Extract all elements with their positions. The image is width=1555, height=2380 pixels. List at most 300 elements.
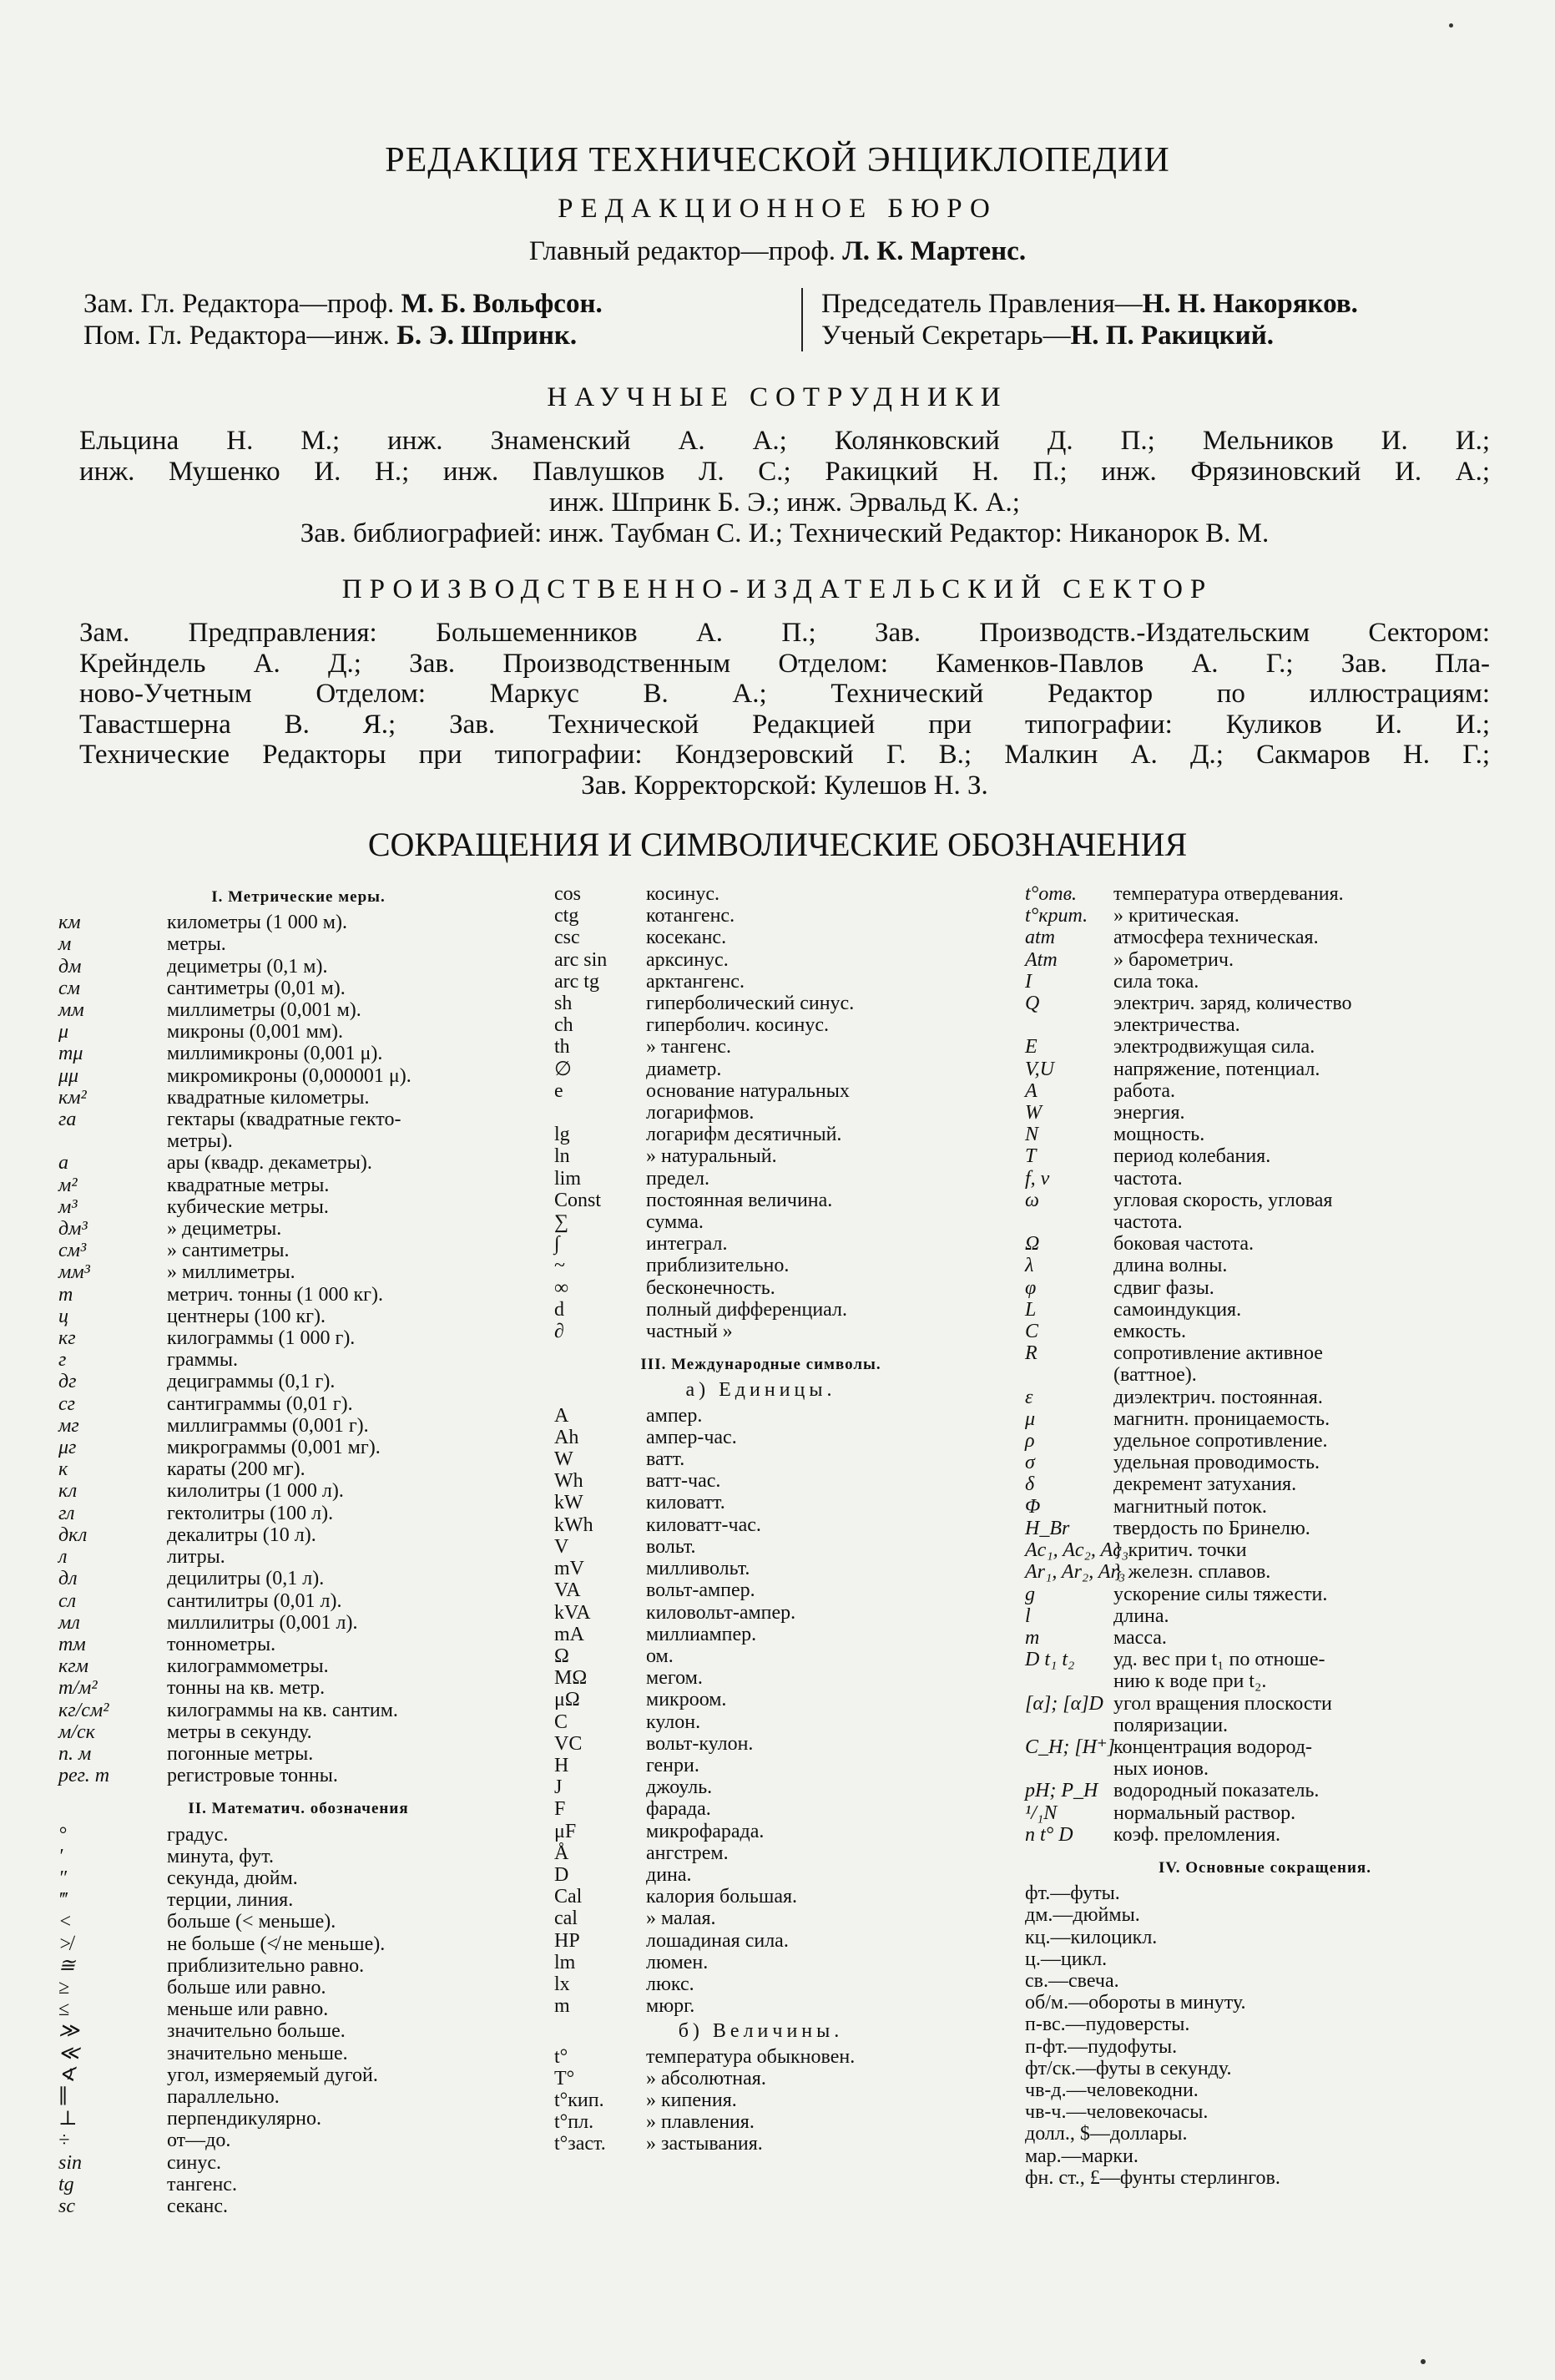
list-item: долл., $—доллары.	[1025, 2123, 1188, 2145]
abbreviation-symbol: ≪	[58, 2042, 80, 2064]
list-item	[1025, 1473, 1505, 1495]
abbreviation-meaning: от—до.	[167, 2130, 231, 2152]
abbreviation-symbol: μг	[58, 1437, 77, 1459]
abbreviation-meaning: миллимикроны (0,001 μ).	[167, 1043, 383, 1065]
list-item	[1025, 1430, 1505, 1452]
list-item	[554, 1645, 967, 1667]
list-item: чв-ч.—человекочасы.	[1025, 2101, 1209, 2124]
abbreviation-meaning: ных ионов.	[1113, 1758, 1209, 1781]
list-item	[1025, 1736, 1505, 1758]
abbreviation-meaning: длина.	[1113, 1604, 1169, 1627]
abbreviation-symbol: [α]; [α]D	[1025, 1692, 1103, 1715]
abbreviation-meaning: граммы.	[167, 1349, 238, 1372]
list-item	[554, 1321, 967, 1342]
abbreviation-meaning: километры (1 000 м).	[167, 912, 347, 934]
abbreviation-symbol: ch	[554, 1014, 573, 1037]
abbreviation-symbol: E	[1025, 1036, 1038, 1059]
list-item	[1025, 1299, 1505, 1321]
abbreviation-meaning: » застывания.	[646, 2133, 763, 2155]
abbreviation-meaning: мегом.	[646, 1667, 703, 1690]
abbreviation-symbol: ω	[1025, 1189, 1039, 1211]
abbreviation-symbol: дкл	[58, 1524, 88, 1546]
list-item	[554, 1930, 967, 1952]
list-item	[554, 1776, 967, 1798]
abbreviation-meaning: значительно больше.	[167, 2020, 346, 2043]
abbreviation-meaning: тонны на кв. метр.	[167, 1677, 326, 1700]
list-item	[58, 1130, 538, 1152]
page-title: РЕДАКЦИЯ ТЕХНИЧЕСКОЙ ЭНЦИКЛОПЕДИИ	[385, 141, 1170, 179]
abbreviation-meaning: работа.	[1113, 1079, 1175, 1102]
abbreviation-symbol: ‴	[58, 1889, 68, 1912]
abbreviation-meaning: децилитры (0,1 л).	[167, 1568, 325, 1590]
abbreviation-symbol: кл	[58, 1480, 78, 1503]
list-item	[1025, 1408, 1505, 1430]
abbreviation-symbol: кг	[58, 1327, 76, 1350]
abbreviation-meaning: длина волны.	[1113, 1255, 1228, 1277]
abbreviation-meaning: уд. вес при t₁ по отноше-	[1113, 1649, 1325, 1671]
abbreviation-symbol: W	[1025, 1102, 1042, 1124]
abbreviation-symbol: Å	[554, 1842, 569, 1864]
abbreviation-symbol: A	[554, 1404, 569, 1427]
abbreviation-symbol: A	[1025, 1079, 1038, 1102]
abbreviation-meaning: гиперболический синус.	[646, 993, 855, 1015]
abbreviation-meaning: киловатт.	[646, 1492, 725, 1514]
list-item	[1025, 1693, 1505, 1715]
list-item	[554, 883, 967, 905]
abbreviation-meaning: кулон.	[646, 1710, 701, 1733]
metric-list	[58, 912, 538, 1786]
abbreviation-symbol: t°	[554, 2045, 568, 2068]
abbreviation-meaning: не больше (≮ не меньше).	[167, 1933, 386, 1955]
abbreviation-meaning: косеканс.	[646, 927, 727, 949]
abbreviation-symbol	[1025, 1014, 1113, 1036]
list-item	[1025, 1364, 1505, 1386]
abbreviation-symbol: дл	[58, 1568, 78, 1590]
abbreviation-meaning: люмен.	[646, 1951, 709, 1973]
list-item	[1025, 1802, 1505, 1824]
abbreviation-meaning: кубические метры.	[167, 1195, 329, 1218]
abbreviation-meaning: арктангенс.	[646, 970, 745, 993]
abbreviation-symbol: t°кип.	[554, 2089, 604, 2111]
abbreviation-meaning: сантиметры (0,01 м).	[167, 977, 346, 999]
abbreviation-meaning: мощность.	[1113, 1124, 1205, 1146]
abbreviation-meaning: удельная проводимость.	[1113, 1452, 1320, 1474]
list-item	[1025, 1649, 1505, 1670]
abbreviation-meaning: фарада.	[646, 1798, 711, 1821]
abbreviation-symbol: ÷	[58, 2130, 70, 2152]
list-item	[554, 1755, 967, 1776]
list-item	[58, 1634, 538, 1655]
section-heading: II. Математич. обозначения	[188, 1800, 409, 1818]
list-item	[1025, 1561, 1505, 1583]
abbreviation-meaning: ом.	[646, 1645, 674, 1667]
abbreviation-symbol: ∑	[554, 1211, 569, 1234]
list-item	[1025, 949, 1505, 971]
list-item	[554, 1579, 967, 1601]
list-item	[1025, 1496, 1505, 1518]
abbreviation-symbol: csc	[554, 927, 580, 949]
abbreviation-symbol	[1025, 1211, 1113, 1233]
abbreviation-symbol: км²	[58, 1086, 87, 1109]
abbreviation-symbol: e	[554, 1079, 563, 1102]
abbreviation-symbol: L	[1025, 1298, 1037, 1321]
abbreviation-symbol	[1025, 1670, 1113, 1692]
abbreviation-symbol: kW	[554, 1492, 583, 1514]
abbreviation-meaning: » натуральный.	[646, 1145, 777, 1168]
abbreviation-meaning: центнеры (100 кг).	[167, 1305, 326, 1327]
list-item	[1025, 1824, 1505, 1846]
abbreviation-meaning: гектолитры (100 л).	[167, 1502, 334, 1524]
list-item: об/м.—обороты в минуту.	[1025, 1992, 1246, 2014]
list-item	[1025, 1168, 1505, 1190]
list-item	[58, 2174, 538, 2196]
abbreviation-symbol: <	[58, 1911, 73, 1933]
list-item	[1025, 927, 1505, 948]
abbreviation-meaning: миллиграммы (0,001 г).	[167, 1414, 369, 1437]
abbreviation-meaning: ватт-час.	[646, 1470, 721, 1493]
abbreviation-symbol: MΩ	[554, 1667, 588, 1690]
list-item	[554, 1190, 967, 1211]
abbreviation-symbol: sin	[58, 2151, 83, 2174]
abbreviation-symbol: R	[1025, 1342, 1038, 1365]
abbreviation-meaning: караты (200 мг).	[167, 1458, 305, 1481]
list-item	[1025, 883, 1505, 905]
list-item	[554, 1427, 967, 1448]
abbreviation-symbol: тм	[58, 1633, 86, 1655]
list-item	[554, 1255, 967, 1276]
abbreviation-symbol: μ	[1025, 1407, 1036, 1430]
list-item	[58, 1655, 538, 1677]
list-item	[58, 1721, 538, 1743]
abbreviation-symbol: t°крит.	[1025, 905, 1088, 927]
list-item	[554, 1277, 967, 1299]
abbreviation-meaning: » дециметры.	[167, 1218, 282, 1241]
abbreviation-meaning: приблизительно равно.	[167, 1954, 365, 1977]
abbreviation-symbol: Ar₁, Ar₂, Ar₃	[1025, 1561, 1126, 1584]
list-item	[554, 1602, 967, 1624]
list-item	[554, 1448, 967, 1470]
list-item	[58, 2043, 538, 2064]
abbreviation-symbol: ∥	[58, 2085, 68, 2108]
list-item	[554, 2068, 967, 2089]
abbreviation-meaning: микрограммы (0,001 мг).	[167, 1437, 381, 1459]
abbreviation-meaning: килограммы (1 000 г).	[167, 1327, 356, 1350]
abbreviation-meaning: киловольт-ампер.	[646, 1601, 796, 1624]
list-item	[58, 1765, 538, 1786]
abbreviation-meaning: предел.	[646, 1167, 710, 1190]
abbreviation-meaning: микроом.	[646, 1689, 727, 1711]
list-item	[1025, 1080, 1505, 1102]
list-item	[58, 2086, 538, 2108]
column-quantities-basic	[1025, 883, 1505, 2189]
abbreviation-symbol: sc	[58, 2195, 75, 2217]
abbreviation-symbol: σ	[1025, 1452, 1035, 1474]
abbreviation-meaning: мюрг.	[646, 1995, 695, 2018]
abbreviation-symbol: мм	[58, 999, 84, 1022]
abbreviation-symbol: C	[554, 1710, 568, 1733]
abbreviation-meaning: нию к воде при t₂.	[1113, 1670, 1267, 1693]
list-item: фт/ск.—футы в секунду.	[1025, 2057, 1232, 2079]
abbreviation-meaning: дециграммы (0,1 г).	[167, 1371, 336, 1393]
abbreviation-meaning: литры.	[167, 1546, 225, 1569]
abbreviation-meaning: поляризации.	[1113, 1714, 1229, 1736]
abbreviation-meaning: сопротивление активное	[1113, 1342, 1323, 1365]
list-item	[554, 1973, 967, 1995]
abbreviation-meaning: градус.	[167, 1823, 229, 1846]
chief-editor: Главный редактор—проф. Л. К. Мартенс.	[528, 236, 1027, 266]
abbreviation-symbol: т	[58, 1283, 73, 1306]
list-item	[58, 2152, 538, 2174]
abbreviation-meaning: декремент затухания.	[1113, 1473, 1297, 1496]
abbreviation-symbol: W	[554, 1448, 573, 1471]
abbreviation-symbol: °	[58, 1823, 67, 1846]
abbreviation-symbol: Cal	[554, 1886, 583, 1908]
abbreviation-symbol: F	[554, 1798, 566, 1821]
abbreviation-symbol: Φ	[1025, 1495, 1041, 1518]
abbreviation-meaning: диаметр.	[646, 1058, 722, 1080]
abbreviation-meaning: период колебания.	[1113, 1145, 1271, 1168]
abbreviation-symbol: C_H; [H⁺]	[1025, 1736, 1116, 1758]
abbreviation-meaning: концентрация водород-	[1113, 1736, 1312, 1758]
abbreviation-meaning: постоянная величина.	[646, 1189, 833, 1211]
abbreviation-meaning: сдвиг фазы.	[1113, 1276, 1214, 1299]
list-item	[1025, 1780, 1505, 1801]
abbreviation-meaning: квадратные километры.	[167, 1086, 370, 1109]
abbreviation-meaning: генри.	[646, 1754, 699, 1776]
abbreviation-meaning: киловатт-час.	[646, 1513, 761, 1536]
abbreviation-meaning: ампер-час.	[646, 1426, 737, 1448]
abbreviation-symbol: км	[58, 912, 81, 934]
list-item	[58, 1998, 538, 2020]
abbreviation-meaning: ватт.	[646, 1448, 685, 1471]
list-item	[1025, 1670, 1505, 1692]
publishing-sector-heading: ПРОИЗВОДСТВЕННО-ИЗДАТЕЛЬСКИЙ СЕКТОР	[341, 574, 1214, 604]
list-item	[1025, 1758, 1505, 1780]
list-item	[58, 1546, 538, 1568]
list-item: фн. ст., £—фунты стерлингов.	[1025, 2166, 1280, 2189]
list-item	[58, 1087, 538, 1109]
abbreviation-meaning: электродвижущая сила.	[1113, 1036, 1315, 1059]
list-item	[554, 1299, 967, 1321]
abbreviation-meaning: арксинус.	[646, 948, 729, 971]
list-item: ц.—цикл.	[1025, 1948, 1108, 1970]
subsection-heading: б) Величины.	[678, 2020, 844, 2043]
list-item	[58, 1743, 538, 1765]
abbreviation-symbol: га	[58, 1109, 77, 1131]
abbreviation-symbol: pH; P_H	[1025, 1780, 1098, 1802]
list-item	[554, 1102, 967, 1124]
list-item: чв-д.—человекодни.	[1025, 2079, 1199, 2101]
list-item	[58, 2020, 538, 2042]
abbreviation-meaning: дина.	[646, 1863, 692, 1886]
abbreviation-meaning: люкс.	[646, 1973, 694, 1995]
list-item	[1025, 905, 1505, 927]
list-item	[58, 1284, 538, 1306]
abbreviation-meaning: частота.	[1113, 1211, 1183, 1234]
abbreviation-symbol: ln	[554, 1145, 570, 1168]
abbreviation-symbol: n t° D	[1025, 1823, 1073, 1846]
list-item	[554, 1014, 967, 1036]
abbreviation-symbol: см³	[58, 1240, 87, 1262]
list-item	[58, 1306, 538, 1327]
abbreviation-symbol: рег. т	[58, 1765, 110, 1787]
abbreviation-symbol: D	[554, 1863, 569, 1886]
list-item	[58, 1590, 538, 1612]
list-item: п-вс.—пудоверсты.	[1025, 2014, 1190, 2036]
list-item	[58, 1846, 538, 1867]
list-item: фт.—футы.	[1025, 1882, 1120, 1905]
abbreviation-meaning: боковая частота.	[1113, 1233, 1255, 1256]
list-item	[1025, 1014, 1505, 1036]
abbreviation-meaning: энергия.	[1113, 1102, 1185, 1124]
abbreviation-symbol: см	[58, 977, 80, 999]
abbreviation-symbol: кг/см²	[58, 1699, 109, 1721]
abbreviation-symbol: ∢	[58, 2064, 76, 2086]
abbreviation-symbol: Const	[554, 1189, 602, 1211]
list-item	[554, 1733, 967, 1755]
abbreviation-symbol: мл	[58, 1611, 80, 1634]
abbreviation-symbol: ≯	[58, 1933, 73, 1955]
list-item	[554, 1036, 967, 1058]
abbreviation-meaning: дециметры (0,1 м).	[167, 955, 328, 978]
list-item	[554, 1059, 967, 1080]
abbreviation-symbol	[58, 1130, 167, 1152]
list-item	[554, 1558, 967, 1579]
abbreviation-meaning: температура обыкновен.	[646, 2045, 856, 2068]
list-item	[554, 2089, 967, 2111]
abbreviation-meaning: полный дифференциал.	[646, 1298, 848, 1321]
abbreviation-symbol: g	[1025, 1583, 1035, 1605]
abbreviation-meaning: микрофарада.	[646, 1820, 765, 1842]
list-item	[58, 1524, 538, 1546]
list-item: п-фт.—пудофуты.	[1025, 2035, 1178, 2058]
list-item	[58, 1021, 538, 1043]
units-list	[554, 1405, 967, 2018]
abbreviation-symbol: Atm	[1025, 948, 1058, 971]
section-heading: III. Международные символы.	[640, 1356, 881, 1374]
abbreviation-meaning: сантиграммы (0,01 г).	[167, 1392, 353, 1415]
abbreviation-symbol: ρ	[1025, 1430, 1035, 1453]
list-item	[58, 1043, 538, 1064]
list-item	[1025, 1452, 1505, 1473]
abbreviation-meaning: ары (квадр. декаметры).	[167, 1152, 372, 1175]
list-item	[58, 1415, 538, 1437]
abbreviation-meaning: миллилитры (0,001 л).	[167, 1611, 358, 1634]
abbreviation-symbol: ∅	[554, 1058, 572, 1080]
abbreviation-meaning: основание натуральных	[646, 1079, 850, 1102]
list-item	[554, 1080, 967, 1102]
list-item	[58, 1503, 538, 1524]
abbreviation-meaning: перпендикулярно.	[167, 2108, 322, 2130]
abbreviation-meaning: » критическая.	[1113, 905, 1239, 927]
abbreviation-symbol: th	[554, 1036, 570, 1059]
abbreviation-symbol: к	[58, 1458, 68, 1481]
list-item	[58, 999, 538, 1021]
list-item	[58, 1700, 538, 1721]
list-item	[554, 1908, 967, 1929]
list-item	[554, 1168, 967, 1190]
abbreviation-symbol	[1025, 1364, 1113, 1386]
abbreviation-meaning: параллельно.	[167, 2085, 280, 2108]
abbreviation-symbol: кгм	[58, 1655, 88, 1678]
abbreviation-symbol: ctg	[554, 905, 579, 927]
list-item	[1025, 1605, 1505, 1627]
list-item	[554, 1821, 967, 1842]
abbreviation-symbol: d	[554, 1298, 564, 1321]
abbreviation-symbol: T°	[554, 2067, 575, 2089]
abbreviation-symbol: C	[1025, 1321, 1039, 1343]
list-item	[1025, 1387, 1505, 1408]
list-item	[58, 1437, 538, 1458]
abbreviation-meaning: терции, линия.	[167, 1889, 294, 1912]
list-item	[554, 949, 967, 971]
abbreviation-symbol: μ	[58, 1021, 69, 1043]
list-item	[1025, 1036, 1505, 1058]
abbreviation-symbol: HP	[554, 1929, 580, 1952]
list-item	[554, 1886, 967, 1908]
abbreviation-symbol: lm	[554, 1951, 576, 1973]
list-item	[1025, 1584, 1505, 1605]
abbreviation-meaning: больше или равно.	[167, 1976, 326, 1998]
publishing-sector-list: Зам. Предправления: Большеменников А. П.; Зав. Производств.-Издательским Сектором: Крейндель А. Д.; Зав. Производственным Отделом: Каменков-Павлов А. Г.; Зав. Пла- ново-Учетным Отделом: Маркус В. А.; Технический Редактор по иллюстрациям: Тавастшерна В. Я.; Зав. Технической Редакцией при типографии: Куликов И. И.; Технические Редакторы при типографии: Кондзеровский Г. В.; Малкин А. Д.; Сакмаров Н. Г.; Зав. Корректорской: Кулешов Н. З.	[79, 618, 1490, 801]
abbreviation-symbol: Ω	[554, 1645, 569, 1667]
abbreviation-symbol: μμ	[58, 1064, 79, 1087]
column-metric-math	[58, 883, 538, 2217]
abbreviation-meaning: больше (< меньше).	[167, 1911, 336, 1933]
abbreviation-meaning: приблизительно.	[646, 1255, 790, 1277]
list-item	[554, 927, 967, 948]
abbreviation-symbol: mμ	[58, 1043, 83, 1065]
abbreviation-meaning: гиперболич. косинус.	[646, 1014, 829, 1037]
list-item	[58, 2196, 538, 2217]
abbreviation-meaning: килолитры (1 000 л).	[167, 1480, 344, 1503]
list-item	[554, 1667, 967, 1689]
abbreviation-symbol: Ac₁, Ac₂, Ac₃	[1025, 1539, 1129, 1562]
abbreviation-meaning: масса.	[1113, 1626, 1167, 1649]
list-item	[58, 1824, 538, 1846]
list-item	[58, 1327, 538, 1349]
abbreviation-meaning: секунда, дюйм.	[167, 1867, 298, 1889]
abbreviation-meaning: нормальный раствор.	[1113, 1801, 1296, 1824]
abbreviation-symbol: tg	[58, 2173, 74, 2196]
list-item	[554, 1995, 967, 2017]
abbreviation-symbol: m	[554, 1995, 570, 2018]
list-item	[1025, 1342, 1505, 1364]
quantities-list	[1025, 883, 1505, 1846]
abbreviation-symbol	[1025, 1715, 1113, 1736]
abbreviation-symbol: lx	[554, 1973, 570, 1995]
list-item: св.—свеча.	[1025, 1969, 1119, 1992]
list-item	[554, 1492, 967, 1513]
abbreviation-meaning: калория большая.	[646, 1886, 798, 1908]
research-staff-list: Ельцина Н. М.; инж. Знаменский А. А.; Колянковский Д. П.; Мельников И. И.; инж. Мушенко И. Н.; инж. Павлушков Л. С.; Ракицкий Н. П.; инж. Фрязиновский И. А.; инж. Шпринк Б. Э.; инж. Эрвальд К. А.; Зав. библиографией: инж. Таубман С. И.; Технический Редактор: Никанорок В. М.	[79, 426, 1490, 548]
abbreviation-meaning: магнитн. проницаемость.	[1113, 1407, 1330, 1430]
abbreviation-meaning: » плавления.	[646, 2111, 755, 2134]
list-item	[554, 2046, 967, 2068]
list-item	[1025, 1715, 1505, 1736]
abbreviation-symbol: VC	[554, 1732, 583, 1755]
section-heading: IV. Основные сокращения.	[1159, 1858, 1371, 1877]
list-item	[554, 1864, 967, 1886]
abbreviation-symbol: гл	[58, 1502, 75, 1524]
list-item: мар.—марки.	[1025, 2145, 1138, 2167]
abbreviation-meaning: значительно меньше.	[167, 2042, 348, 2064]
list-item	[58, 1152, 538, 1174]
list-item	[554, 1124, 967, 1145]
abbreviation-symbol: ∫	[554, 1233, 560, 1256]
list-item	[1025, 1277, 1505, 1299]
abbreviation-symbol: t°пл.	[554, 2111, 594, 2134]
